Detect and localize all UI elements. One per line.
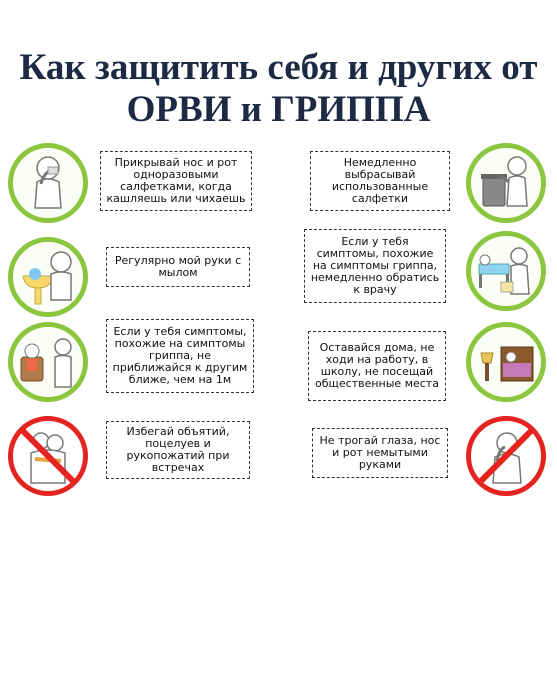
tip-avoid-hugs: Избегай объятий, поцелуев и рукопожатий при встречах [106,421,250,479]
tip-no-touch-face: Не трогай глаза, нос и рот немытыми руками [312,428,448,478]
tip-stay-home: Оставайся дома, не ходи на работу, в школу, не посещай общественные места [308,331,446,401]
doctor-icon [466,231,546,311]
handwash-icon [8,237,88,317]
tip-see-doctor: Если у тебя симптомы, похожие на симптомы гриппа, немедленно обратись к врачу [304,229,446,303]
sneeze-icon [8,143,88,223]
page-title-line2: ОРВИ и ГРИППА [126,89,431,130]
tip-sneeze: Прикрывай нос и рот одноразовыми салфетками, когда кашляешь или чихаешь [100,151,252,211]
trash-bin-icon [466,143,546,223]
tip-keep-distance: Если у тебя симптомы, похожие на симптомы гриппа, не приближайся к другим ближе, чем на 1м [106,319,254,393]
tip-throw-tissues: Немедленно выбрасывай использованные салфетки [310,151,450,211]
distance-icon [8,322,88,402]
home-icon [466,322,546,402]
no-touch-face-icon [466,416,546,496]
page-title-line1: Как защитить себя и других от [19,47,538,88]
no-hug-icon [8,416,88,496]
tip-wash-hands: Регулярно мой руки с мылом [106,247,250,287]
